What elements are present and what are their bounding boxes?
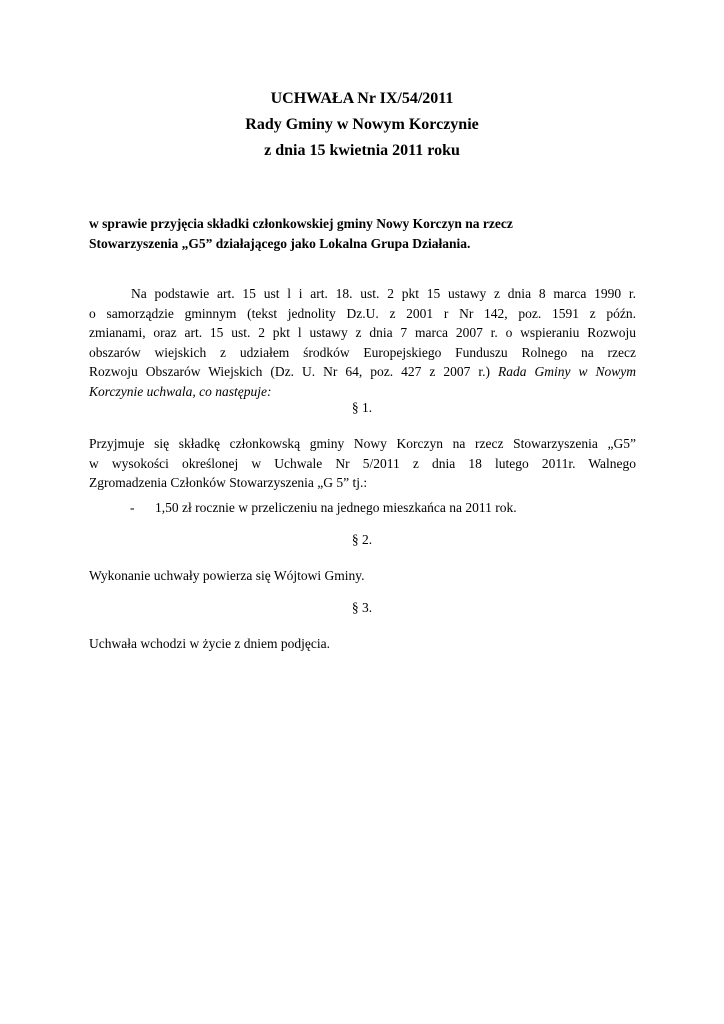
preamble-line — [89, 362, 636, 382]
section-2-paragraph — [89, 566, 636, 586]
section-3-line: Uchwała wchodzi w życie z dniem podjęcia. — [89, 636, 331, 651]
preamble-line: obszarów wiejskich z udziałem środków Europejskiego Funduszu Rolnego na rzecz — [89, 344, 636, 360]
preamble-line: Korczynie uchwala, co następuje: — [89, 383, 272, 399]
section-1-line: w wysokości określonej w Uchwale Nr 5/2011 z dnia 18 lutego 2011r. Walnego — [89, 455, 636, 471]
section-1-paragraph — [89, 434, 636, 493]
legal-basis-paragraph — [89, 284, 636, 401]
preamble-line-regular: Rozwoju Obszarów Wiejskich (Dz. U. Nr 64, poz. 427 z 2007 r.) — [89, 364, 498, 379]
list-dash: - — [130, 500, 135, 515]
section-2-mark: § 2. — [351, 532, 373, 547]
section-3-paragraph — [89, 634, 636, 654]
resolution-date: z dnia 15 kwietnia 2011 roku — [264, 142, 460, 159]
preamble-line: o samorządzie gminnym (tekst jednolity Dz.U. z 2001 r Nr 142, poz. 1591 z późn. — [89, 305, 636, 321]
contribution-amount: 1,50 zł rocznie w przeliczeniu na jednego mieszkańca na 2011 rok. — [155, 500, 517, 515]
subject-line: w sprawie przyjęcia składki członkowskiej gminy Nowy Korczyn na rzecz — [89, 216, 513, 231]
section-1-line: Przyjmuje się składkę członkowską gminy Nowy Korczyn na rzecz Stowarzyszenia „G5” — [89, 436, 636, 451]
section-3-mark: § 3. — [351, 600, 373, 615]
section-1-line: Zgromadzenia Członków Stowarzyszenia „G 5” tj.: — [89, 475, 368, 490]
section-1-mark: § 1. — [351, 400, 373, 415]
resolution-number: UCHWAŁA Nr IX/54/2011 — [270, 90, 454, 107]
preamble-line-italic: Rada Gminy w Nowym — [498, 364, 636, 379]
preamble-line: Na podstawie art. 15 ust l i art. 18. ust. 2 pkt 15 ustawy z dnia 8 marca 1990 r. — [131, 286, 636, 301]
issuing-council: Rady Gminy w Nowym Korczynie — [245, 116, 479, 133]
resolution-title-block — [0, 86, 724, 164]
section-2-line: Wykonanie uchwały powierza się Wójtowi Gminy. — [89, 568, 365, 583]
preamble-line: zmianami, oraz art. 15 ust. 2 pkt l ustawy z dnia 7 marca 2007 r. o wspieraniu Rozwoju — [89, 325, 636, 340]
contribution-list-item — [130, 498, 517, 518]
resolution-subject — [89, 214, 636, 254]
subject-line: Stowarzyszenia „G5” działającego jako Lokalna Grupa Działania. — [89, 236, 471, 251]
